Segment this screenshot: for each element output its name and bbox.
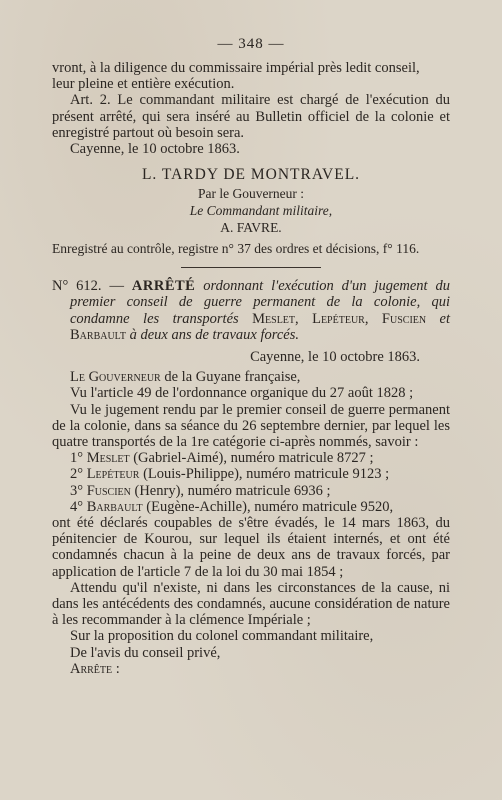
governor-title: Le Gouverneur	[70, 369, 161, 386]
avis: De l'avis du conseil privé,	[70, 644, 221, 661]
heading-connector-2: ,	[364, 310, 382, 327]
attendu: Attendu qu'il n'existe, ni dans les circonstances de la cause, ni dans les antécédents des condamnés, aucune considération de nature à les recommander à la clémence Impériale ;	[52, 579, 450, 629]
list-surname: Meslet	[86, 450, 130, 467]
page-number: — 348 —	[217, 36, 285, 52]
continuation-line-1: vront, à la diligence du commissaire impérial près ledit conseil,	[52, 60, 420, 76]
list-number: 4°	[70, 498, 84, 515]
list-details: (Eugène-Achille), numéro matricule 9520,	[146, 498, 394, 515]
list-item	[52, 466, 450, 482]
heading-name-3: Fuscien	[381, 310, 427, 327]
by-governor: Par le Gouverneur :	[197, 186, 305, 202]
decree-heading-text-1: ordonnant l'exécution d'un jugement du premier conseil de guerre permanent de la colonie, qui condamne les transportés	[70, 278, 450, 327]
vu-judgment: Vu le jugement rendu par le premier conseil de guerre permanent de la colonie, dans sa séance du 26 septembre dernier, par lequel les quatre transportés de la 1re catégorie ci-après nommés, savoir :	[52, 401, 450, 451]
list-number: 1°	[70, 450, 84, 467]
vu-article-49: Vu l'article 49 de l'ordonnance organique du 27 août 1828 ;	[70, 385, 414, 402]
list-details: (Gabriel-Aimé), numéro matricule 8727 ;	[133, 450, 374, 467]
list-item	[52, 499, 450, 515]
arrete: Arrête :	[70, 660, 120, 677]
heading-connector-1: ,	[295, 310, 313, 327]
divider-rule	[181, 267, 321, 268]
list-item	[52, 483, 450, 499]
article-2: Art. 2. Le commandant militaire est chargé de l'exécution du présent arrêté, qui sera inséré au Bulletin officiel de la colonie et enregistré partout où besoin sera.	[52, 92, 450, 141]
decree-number: N° 612. —	[52, 278, 124, 295]
heading-name-4: Barbault	[70, 326, 126, 343]
list-number: 2°	[70, 466, 84, 483]
decree-heading-text-2: à deux ans de travaux forcés.	[129, 326, 300, 343]
declared-guilty: ont été déclarés coupables de s'être évadés, le 14 mars 1863, du pénitencier de Kourou, sur lequel ils étaient internés, et ont été condamnés chacun à la peine de deux ans de travaux forcés, par application de l'article 7 de la loi du 30 mai 1854 ;	[52, 515, 450, 580]
heading-connector-3: et	[426, 310, 451, 327]
continuation-line-2: leur pleine et entière exécution.	[52, 76, 235, 93]
heading-name-1: Meslet	[252, 310, 296, 327]
heading-name-2: Lepéteur	[312, 310, 365, 327]
decree-place-date: Cayenne, le 10 octobre 1863.	[250, 349, 420, 366]
list-details: (Louis-Philippe), numéro matricule 9123 ;	[143, 466, 390, 483]
place-date-1: Cayenne, le 10 octobre 1863.	[70, 141, 240, 158]
list-item	[52, 450, 450, 466]
proposition: Sur la proposition du colonel commandant militaire,	[70, 628, 374, 645]
decree-heading-bold: ARRÊTÉ	[131, 278, 196, 295]
decree-heading	[52, 278, 450, 343]
list-surname: Barbault	[86, 498, 143, 515]
governor-line	[52, 369, 450, 385]
list-details: (Henry), numéro matricule 6936 ;	[134, 482, 331, 499]
commander-role: Le Commandant militaire,	[189, 203, 333, 219]
list-number: 3°	[70, 482, 84, 499]
list-surname: Fuscien	[86, 482, 131, 499]
registration-note: Enregistré au contrôle, registre n° 37 des ordres et décisions, f° 116.	[52, 241, 420, 257]
governor-rest: de la Guyane française,	[164, 369, 301, 386]
list-surname: Lepéteur	[86, 466, 140, 483]
signature-name: L. TARDY DE MONTRAVEL.	[141, 166, 361, 184]
countersignature: A. FAVRE.	[220, 220, 282, 236]
